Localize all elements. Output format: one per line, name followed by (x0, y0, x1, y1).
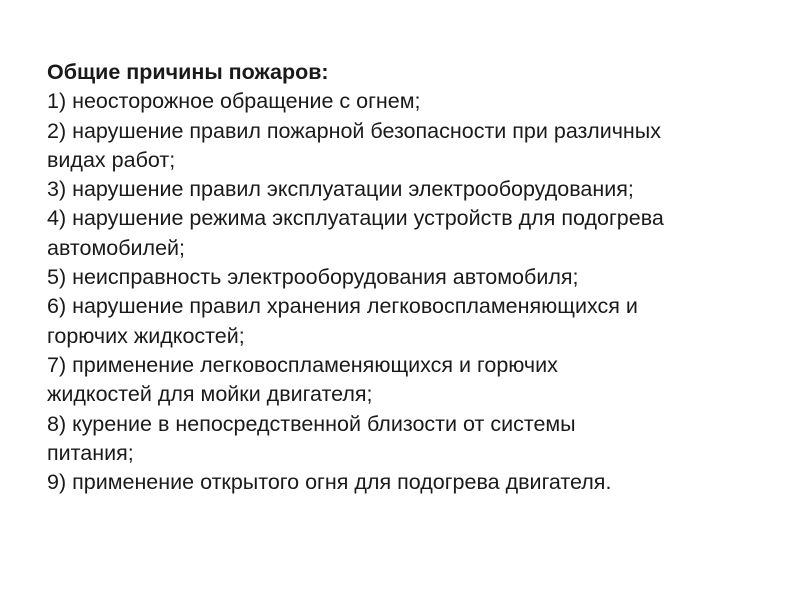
list-item-line: 3) нарушение правил эксплуатации электрооборудования; (47, 177, 634, 202)
list-item-6 (47, 292, 747, 351)
list-item-4 (47, 204, 747, 263)
list-item-7 (47, 351, 747, 410)
list-item-line: 6) нарушение правил хранения легковоспламеняющихся и (47, 294, 638, 319)
list-item-3 (47, 175, 747, 204)
list-item-line: питания; (47, 440, 134, 465)
heading: Общие причины пожаров: (47, 60, 329, 84)
list-item-5 (47, 263, 747, 292)
list-item-line: 5) неисправность электрооборудования автомобиля; (47, 265, 579, 290)
list-item-line: жидкостей для мойки двигателя; (47, 382, 373, 407)
list-item-line: 4) нарушение режима эксплуатации устройств для подогрева (47, 206, 664, 231)
list-item-8 (47, 410, 747, 469)
list-item-9 (47, 468, 747, 497)
text-block (47, 58, 747, 497)
list-item-1 (47, 87, 747, 116)
list-item-line: видах работ; (47, 147, 176, 172)
list-item-line: 2) нарушение правил пожарной безопасности при различных (47, 118, 661, 143)
list-item-2 (47, 117, 747, 176)
list-item-line: 8) курение в непосредственной близости от системы (47, 411, 576, 436)
list-item-line: 7) применение легковоспламеняющихся и горючих (47, 352, 558, 377)
list-item-line: автомобилей; (47, 235, 186, 260)
list-item-line: 1) неосторожное обращение с огнем; (47, 89, 421, 114)
list-item-line: 9) применение открытого огня для подогрева двигателя. (47, 470, 612, 495)
list-item-line: горючих жидкостей; (47, 323, 245, 348)
